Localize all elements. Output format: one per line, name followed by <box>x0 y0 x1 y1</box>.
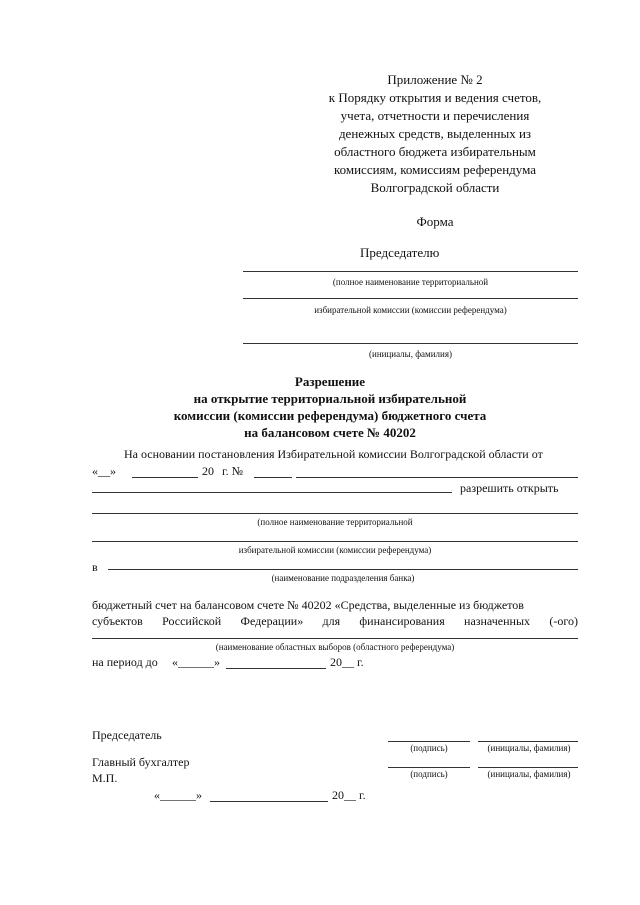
decision-line[interactable] <box>92 492 452 493</box>
signature-date-year: 20__ г. <box>332 788 366 802</box>
basis-text: На основании постановления Избирательной комиссии Волгоградской области от <box>124 447 543 461</box>
appendix-line-6: комиссиям, комиссиям референдума <box>333 162 537 177</box>
account-word-6: назначенных <box>464 614 531 628</box>
chairman-signature-caption: (подпись) <box>410 743 448 753</box>
addressee-caption-2: избирательной комиссии (комиссии референдума) <box>314 305 507 315</box>
year-prefix: 20 <box>202 464 214 478</box>
date-quote: «__» <box>92 464 116 478</box>
number-line-short[interactable] <box>254 477 292 478</box>
accountant-initials-line[interactable] <box>478 767 578 768</box>
commission-line-2[interactable] <box>92 541 578 542</box>
appendix-line-3: учета, отчетности и перечисления <box>340 108 530 123</box>
accountant-label: Главный бухгалтер <box>92 755 190 769</box>
appendix-line-5: областного бюджета избирательным <box>334 144 536 159</box>
account-word-7: (-ого) <box>549 614 578 628</box>
number-line-long[interactable] <box>296 477 578 478</box>
elections-caption: (наименование областных выборов (областного референдума) <box>215 642 455 652</box>
commission-caption-1: (полное наименование территориальной <box>257 517 413 527</box>
chairman-initials-caption: (инициалы, фамилия) <box>487 743 571 753</box>
in-label: в <box>92 560 98 574</box>
signature-date-line[interactable] <box>210 801 328 802</box>
addressee-label: Председателю <box>360 245 440 260</box>
addressee-line-3 <box>243 343 578 344</box>
account-text-line-2 <box>92 614 578 629</box>
account-word-5: финансирования <box>359 614 445 628</box>
chairman-label: Председатель <box>92 728 162 742</box>
year-suffix: г. № <box>222 464 244 478</box>
addressee-line-1 <box>243 271 578 272</box>
accountant-signature-caption: (подпись) <box>410 769 448 779</box>
appendix-line-2: к Порядку открытия и ведения счетов, <box>328 90 542 105</box>
permit-text: разрешить открыть <box>460 481 559 495</box>
account-text-line-1: бюджетный счет на балансовом счете № 40202 «Средства, выделенные из бюджетов <box>92 598 524 612</box>
chairman-initials-line[interactable] <box>478 741 578 742</box>
accountant-initials-caption: (инициалы, фамилия) <box>487 769 571 779</box>
title-line-1: Разрешение <box>294 374 366 389</box>
commission-caption-2: избирательной комиссии (комиссии референдума) <box>238 545 432 555</box>
appendix-line-7: Волгоградской области <box>370 180 500 195</box>
period-month-line[interactable] <box>226 668 326 669</box>
bank-caption: (наименование подразделения банка) <box>271 573 415 583</box>
period-quote: «______» <box>172 655 220 669</box>
title-line-2: на открытие территориальной избирательной <box>193 391 467 406</box>
signature-date-quote: «______» <box>154 788 202 802</box>
addressee-caption-3: (инициалы, фамилия) <box>369 349 452 359</box>
account-word-1: субъектов <box>92 614 143 628</box>
account-word-4: для <box>322 614 341 628</box>
elections-line[interactable] <box>92 638 578 639</box>
bank-line[interactable] <box>108 569 578 570</box>
addressee-caption-1: (полное наименование территориальной <box>332 277 489 287</box>
title-line-4: на балансовом счете № 40202 <box>244 425 416 440</box>
date-month-line[interactable] <box>132 477 198 478</box>
chairman-signature-line[interactable] <box>388 741 470 742</box>
accountant-signature-line[interactable] <box>388 767 470 768</box>
account-word-3: Федерации» <box>240 614 304 628</box>
commission-line-1[interactable] <box>92 513 578 514</box>
account-word-2: Российской <box>162 614 222 628</box>
appendix-line-1: Приложение № 2 <box>387 72 483 87</box>
period-prefix: на период до <box>92 655 158 669</box>
stamp-label: М.П. <box>92 771 118 785</box>
period-year: 20__ г. <box>330 655 364 669</box>
appendix-line-4: денежных средств, выделенных из <box>338 126 532 141</box>
title-line-3: комиссии (комиссии референдума) бюджетного счета <box>173 408 487 423</box>
form-label: Форма <box>416 214 454 229</box>
addressee-line-2 <box>243 298 578 299</box>
